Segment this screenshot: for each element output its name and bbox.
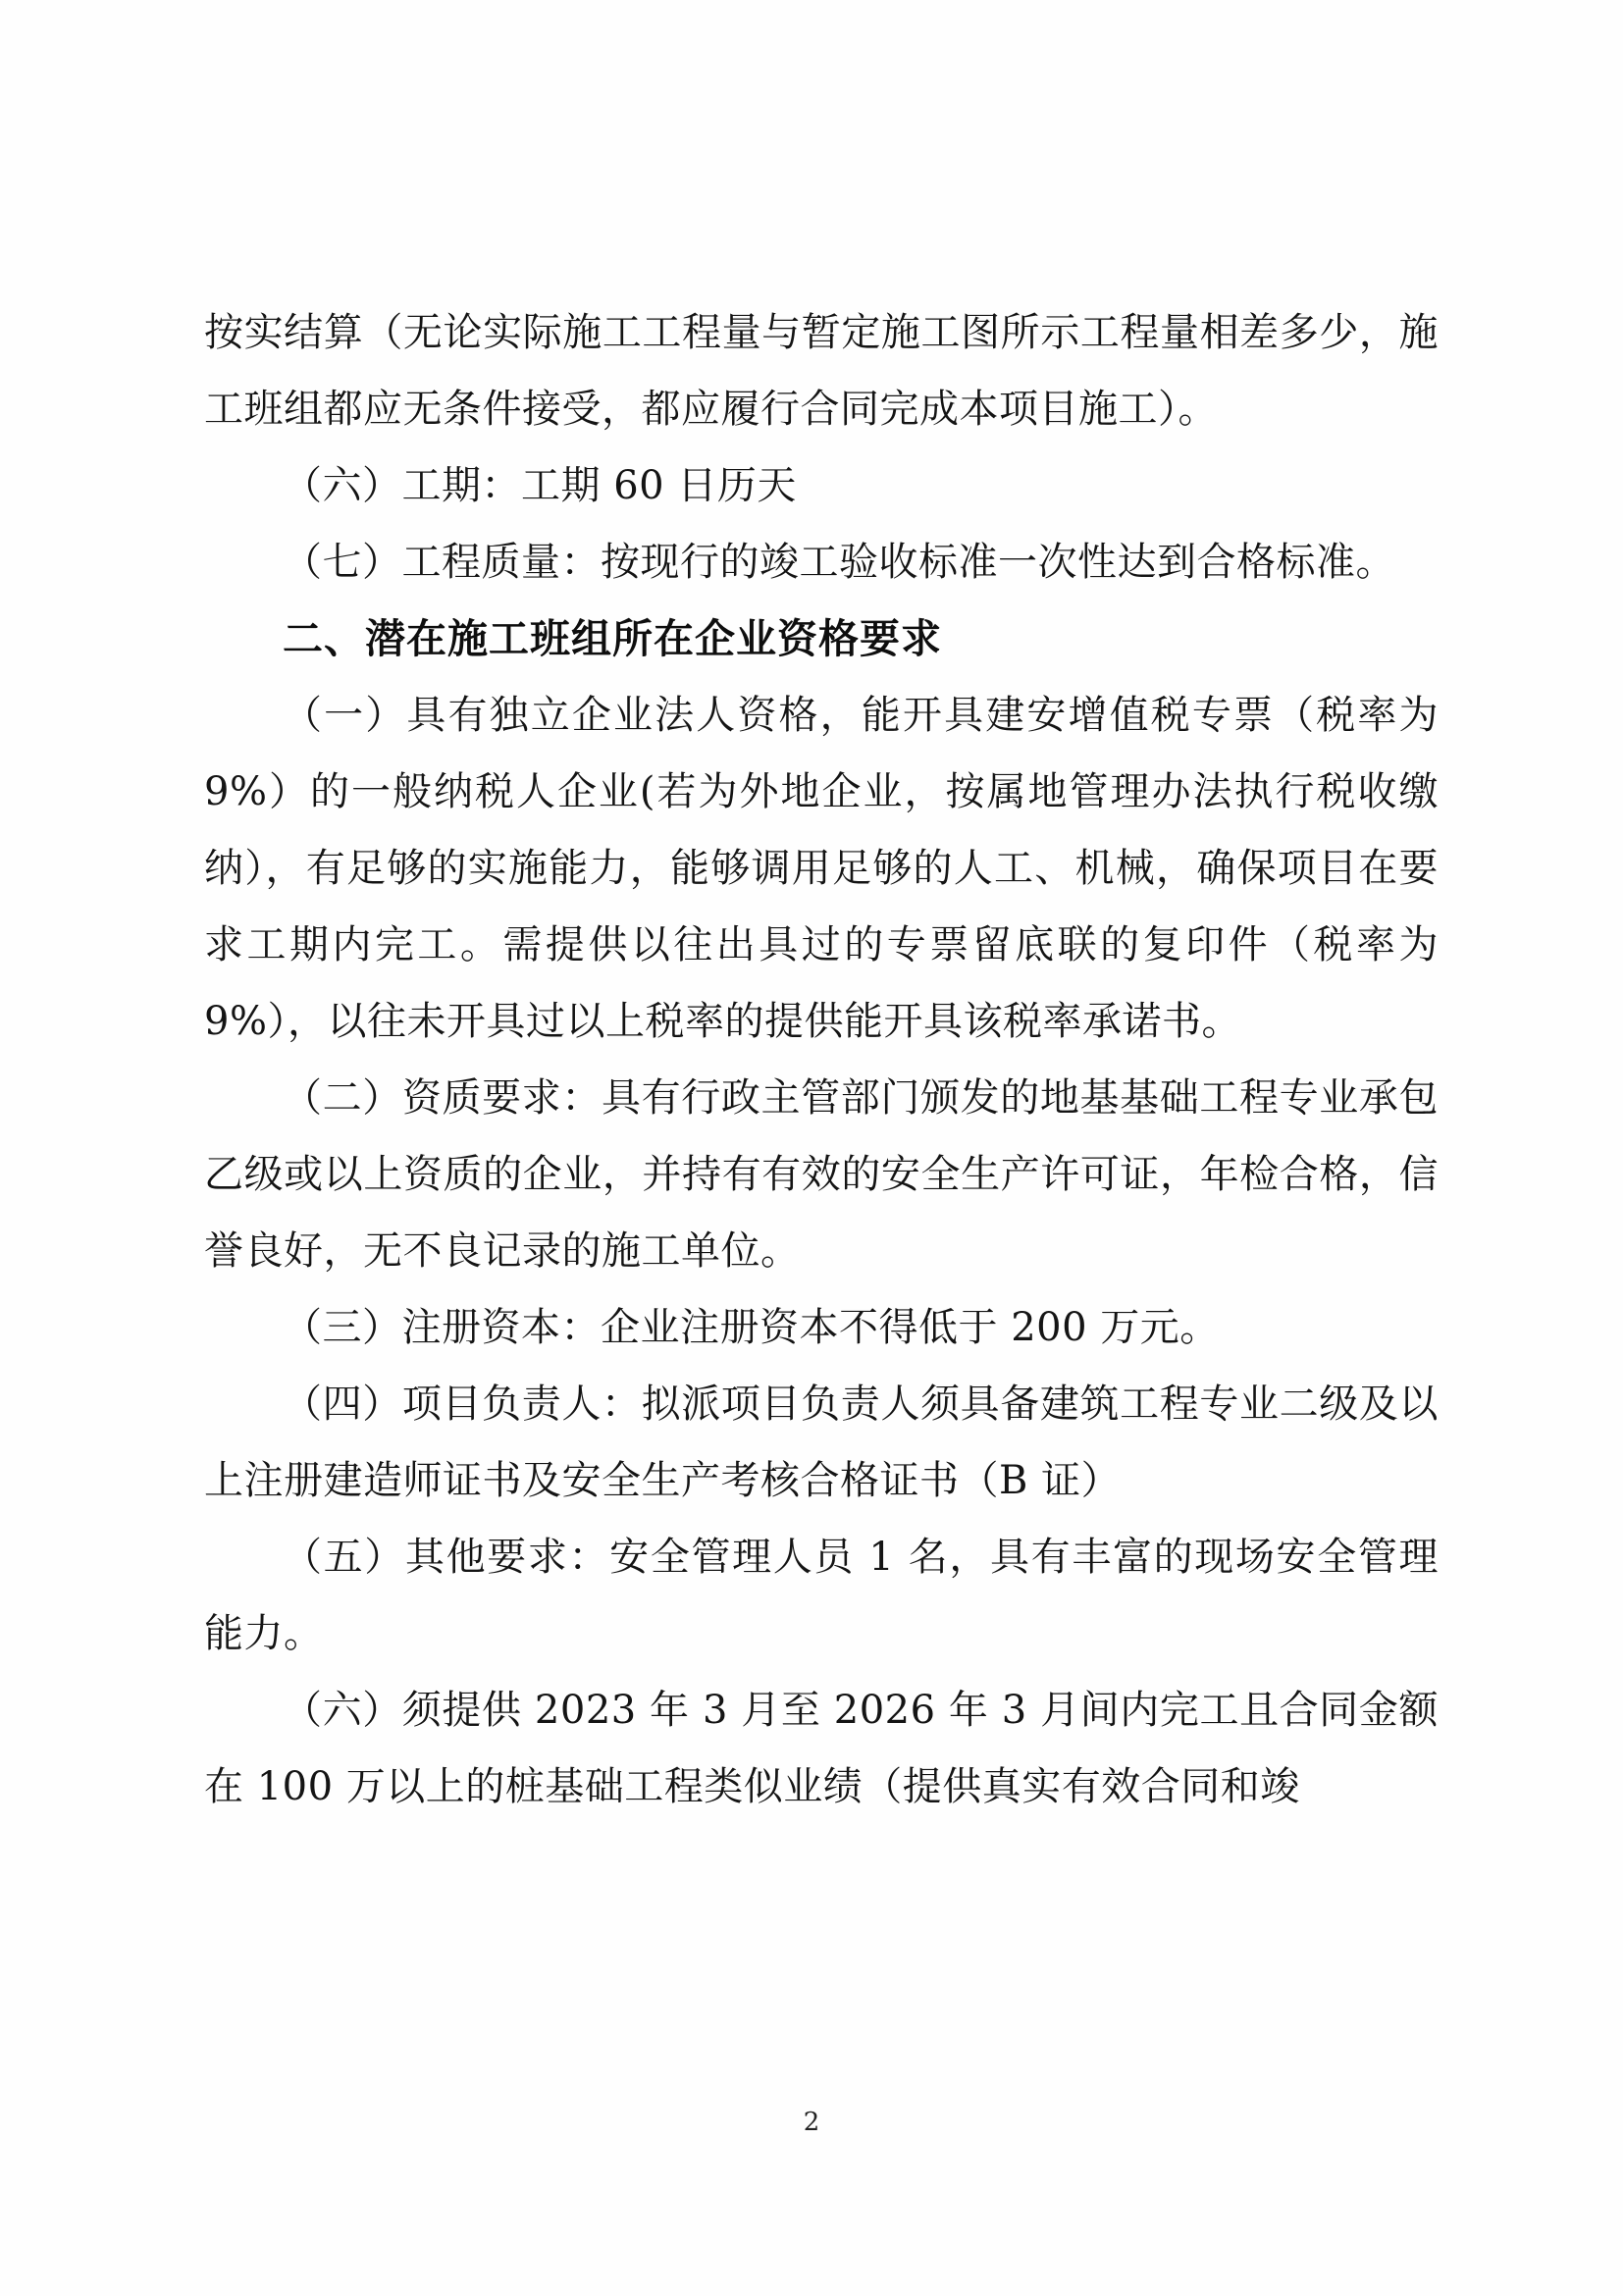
paragraph-qualification-grade: （二）资质要求：具有行政主管部门颁发的地基基础工程专业承包乙级或以上资质的企业，并持有有效的安全生产许可证，年检合格，信誉良好，无不良记录的施工单位。	[204, 1075, 1439, 1274]
page-number: 2	[803, 2108, 820, 2137]
paragraph-quality: （七）工程质量：按现行的竣工验收标准一次性达到合格标准。	[283, 540, 1395, 585]
paragraph-duration: （六）工期：工期 60 日历天	[283, 463, 797, 508]
paragraph-settlement: 按实结算（无论实际施工工程量与暂定施工图所示工程量相差多少，施工班组都应无条件接受，都应履行合同完成本项目施工）。	[204, 310, 1439, 432]
paragraph-legal-entity: （一）具有独立企业法人资格，能开具建安增值税专票（税率为 9%）的一般纳税人企业(若为外地企业，按属地管理办法执行税收缴纳），有足够的实施能力，能够调用足够的人工、机械，确保项目在要求工期内完工。需提供以往出具过的专票留底联的复印件（税率为 9%），以往未开具过以上税率的提供能开具该税率承诺书。	[204, 693, 1439, 1044]
paragraph-similar-performance: （六）须提供 2023 年 3 月至 2026 年 3 月间内完工且合同金额在 100 万以上的桩基础工程类似业绩（提供真实有效合同和竣	[204, 1688, 1439, 1809]
paragraph-other-requirements: （五）其他要求：安全管理人员 1 名，具有丰富的现场安全管理能力。	[204, 1535, 1439, 1656]
paragraph-registered-capital: （三）注册资本：企业注册资本不得低于 200 万元。	[283, 1305, 1220, 1350]
section-heading-qualification: 二、潜在施工班组所在企业资格要求	[283, 615, 942, 662]
paragraph-project-manager: （四）项目负责人：拟派项目负责人须具备建筑工程专业二级及以上注册建造师证书及安全生产考核合格证书（B 证）	[204, 1382, 1439, 1503]
document-body	[204, 294, 1439, 1825]
